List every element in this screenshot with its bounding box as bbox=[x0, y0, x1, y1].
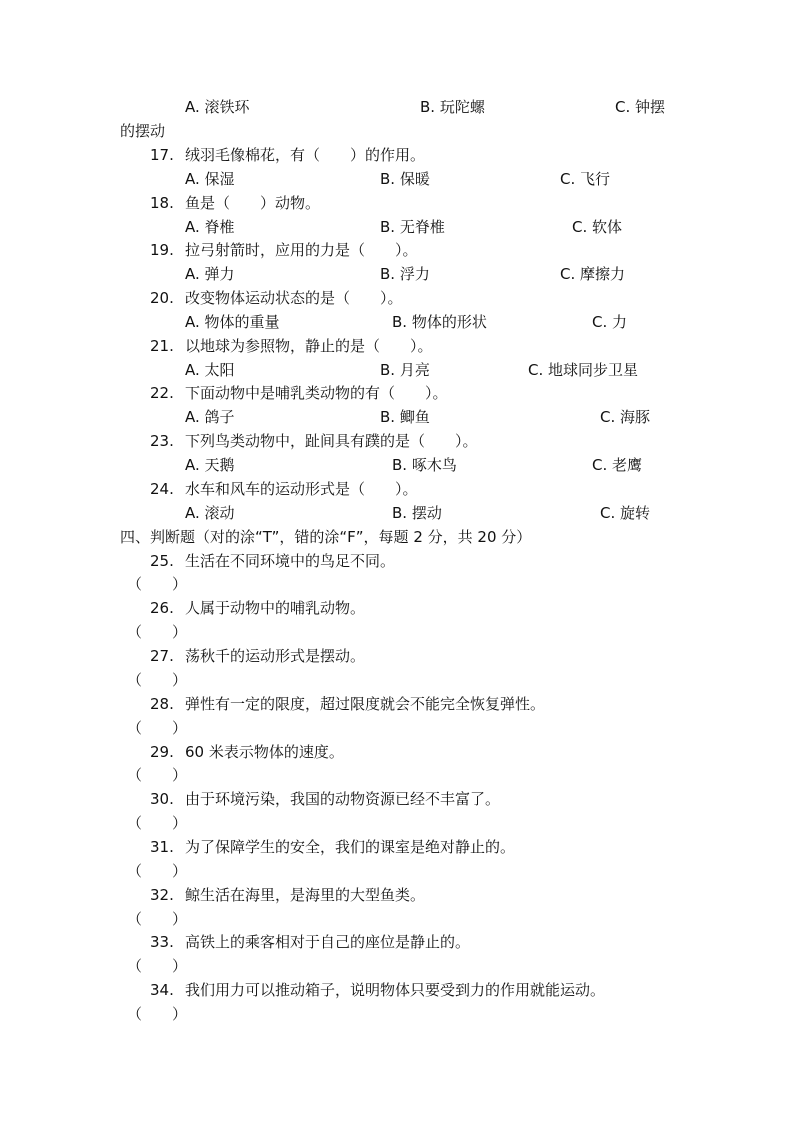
option-c: C. 飞行 bbox=[560, 170, 611, 188]
answer-parentheses: （ ） bbox=[127, 1005, 188, 1023]
answer-parentheses: （ ） bbox=[127, 862, 188, 880]
option-a: A. 保湿 bbox=[185, 170, 235, 188]
option-b: B. 物体的形状 bbox=[392, 313, 487, 331]
question-stem: 下面动物中是哺乳类动物的有（ ）。 bbox=[185, 384, 448, 402]
option-b: B. 浮力 bbox=[380, 265, 430, 283]
question-stem: 以地球为参照物，静止的是（ ）。 bbox=[185, 337, 433, 355]
question-stem: 改变物体运动状态的是（ ）。 bbox=[185, 289, 403, 307]
option-c: C. 地球同步卫星 bbox=[528, 361, 639, 379]
option-c: C. 摩擦力 bbox=[560, 265, 626, 283]
question-stem: 拉弓射箭时，应用的力是（ ）。 bbox=[185, 241, 418, 259]
answer-parentheses: （ ） bbox=[127, 766, 188, 784]
question-number: 22. bbox=[150, 384, 174, 402]
option-c: C. 海豚 bbox=[600, 408, 651, 426]
question-number: 27. bbox=[150, 647, 174, 665]
question-stem: 由于环境污染，我国的动物资源已经不丰富了。 bbox=[185, 790, 501, 808]
question-number: 33. bbox=[150, 933, 174, 951]
option-b: B. 鲫鱼 bbox=[380, 408, 430, 426]
option-a: A. 滚动 bbox=[185, 504, 235, 522]
answer-parentheses: （ ） bbox=[127, 719, 188, 737]
q16-option-c: C. 钟摆 bbox=[615, 98, 666, 116]
question-number: 24. bbox=[150, 480, 174, 498]
option-c: C. 软体 bbox=[572, 218, 623, 236]
question-stem: 我们用力可以推动箱子，说明物体只要受到力的作用就能运动。 bbox=[185, 981, 606, 999]
option-b: B. 摆动 bbox=[392, 504, 442, 522]
answer-parentheses: （ ） bbox=[127, 671, 188, 689]
answer-parentheses: （ ） bbox=[127, 957, 188, 975]
question-number: 34. bbox=[150, 981, 174, 999]
question-stem: 下列鸟类动物中，趾间具有蹼的是（ ）。 bbox=[185, 432, 478, 450]
question-number: 20. bbox=[150, 289, 174, 307]
option-a: A. 弹力 bbox=[185, 265, 235, 283]
question-stem: 绒羽毛像棉花，有（ ）的作用。 bbox=[185, 146, 426, 164]
section-title: 四、判断题（对的涂“T”，错的涂“F”，每题 2 分，共 20 分） bbox=[120, 528, 532, 546]
question-number: 31. bbox=[150, 838, 174, 856]
question-number: 26. bbox=[150, 599, 174, 617]
option-a: A. 脊椎 bbox=[185, 218, 235, 236]
question-number: 28. bbox=[150, 695, 174, 713]
q16-option-c-wrap: 的摆动 bbox=[120, 122, 166, 140]
option-c: C. 力 bbox=[592, 313, 628, 331]
question-stem: 鱼是（ ）动物。 bbox=[185, 194, 321, 212]
question-stem: 弹性有一定的限度，超过限度就会不能完全恢复弹性。 bbox=[185, 695, 546, 713]
question-stem: 60 米表示物体的速度。 bbox=[185, 743, 344, 761]
question-number: 30. bbox=[150, 790, 174, 808]
answer-parentheses: （ ） bbox=[127, 910, 188, 928]
option-c: C. 老鹰 bbox=[592, 456, 643, 474]
answer-parentheses: （ ） bbox=[127, 575, 188, 593]
question-stem: 生活在不同环境中的鸟足不同。 bbox=[185, 552, 396, 570]
question-number: 25. bbox=[150, 552, 174, 570]
question-number: 19. bbox=[150, 241, 174, 259]
question-stem: 鲸生活在海里，是海里的大型鱼类。 bbox=[185, 886, 426, 904]
option-b: B. 月亮 bbox=[380, 361, 430, 379]
option-a: A. 物体的重量 bbox=[185, 313, 280, 331]
option-c: C. 旋转 bbox=[600, 504, 651, 522]
option-b: B. 啄木鸟 bbox=[392, 456, 457, 474]
answer-parentheses: （ ） bbox=[127, 814, 188, 832]
question-stem: 水车和风车的运动形式是（ ）。 bbox=[185, 480, 418, 498]
q16-option-a: A. 滚铁环 bbox=[185, 98, 250, 116]
question-number: 21. bbox=[150, 337, 174, 355]
option-a: A. 天鹅 bbox=[185, 456, 235, 474]
option-b: B. 保暖 bbox=[380, 170, 430, 188]
question-number: 29. bbox=[150, 743, 174, 761]
option-a: A. 太阳 bbox=[185, 361, 235, 379]
question-number: 23. bbox=[150, 432, 174, 450]
question-number: 18. bbox=[150, 194, 174, 212]
option-b: B. 无脊椎 bbox=[380, 218, 445, 236]
question-stem: 高铁上的乘客相对于自己的座位是静止的。 bbox=[185, 933, 471, 951]
question-number: 32. bbox=[150, 886, 174, 904]
answer-parentheses: （ ） bbox=[127, 623, 188, 641]
question-stem: 为了保障学生的安全，我们的课室是绝对静止的。 bbox=[185, 838, 516, 856]
option-a: A. 鸽子 bbox=[185, 408, 235, 426]
question-number: 17. bbox=[150, 146, 174, 164]
question-stem: 荡秋千的运动形式是摆动。 bbox=[185, 647, 366, 665]
question-stem: 人属于动物中的哺乳动物。 bbox=[185, 599, 366, 617]
q16-option-b: B. 玩陀螺 bbox=[420, 98, 485, 116]
